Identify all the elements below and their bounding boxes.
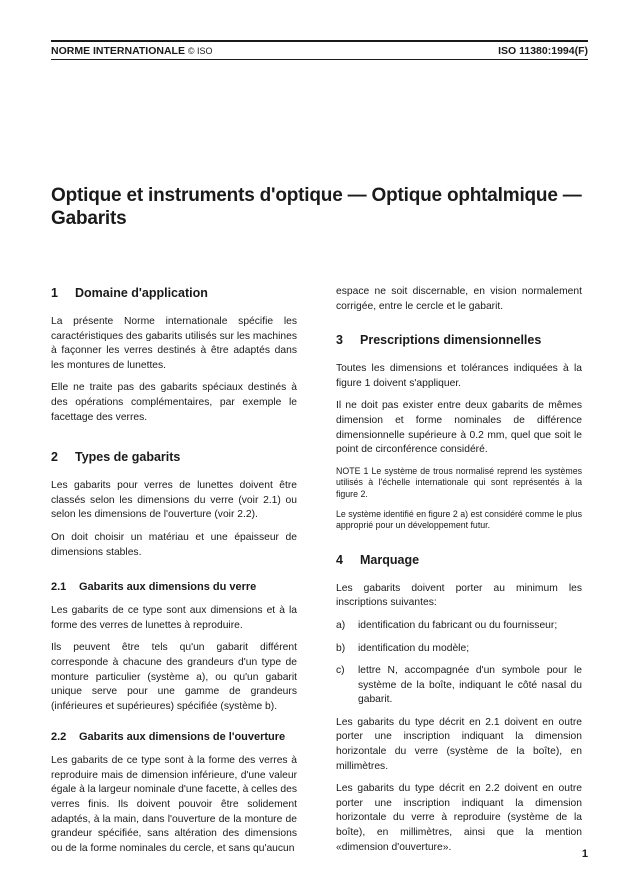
section-4-paragraph-3: Les gabarits du type décrit en 2.2 doivent en outre porter une inscription indiquant la dimension horizontale du verre à reproduire (système de la boîte), en millimètres, ainsi que la mention «dimension d'ouverture». [336, 783, 582, 853]
section-2-2-paragraph-1-continued: espace ne soit discernable, en vision normalement corrigée, entre le cercle et le gabarit. [336, 286, 582, 312]
section-3-paragraph-2: Il ne doit pas exister entre deux gabarits de mêmes dimension et forme nominales de différence dimensionnelle supérieure à 0.2 mm, quel que soit le point de circonférence considéré. [336, 400, 582, 456]
list-item: c) lettre N, accompagnée d'un symbole pour le système de la boîte, indiquant le côté nasal du gabarit. [336, 665, 582, 706]
section-2-1-paragraph-2: Ils peuvent être tels qu'un gabarit différent corresponde à chacune des grandeurs d'un type de monture particulier (système a), ou qu'un gabarit unique serve pour une gamme de grandeurs (inférieures et supérieures) spécifiée (système b). [51, 642, 297, 712]
section-4-paragraph-2: Les gabarits du type décrit en 2.1 doivent en outre porter une inscription indiquant la dimension horizontale du verre (système de la boîte), en millimètres. [336, 716, 582, 772]
marking-list [336, 619, 582, 708]
right-column [336, 285, 582, 863]
section-1-paragraph-1: La présente Norme internationale spécifie les caractéristiques des gabarits utilisés sur les machines à façonner les verres destinés à être adaptés dans les montures de lunettes. [51, 316, 297, 371]
page-title: Optique et instruments d'optique — Optique ophtalmique — Gabarits [51, 185, 582, 229]
section-4-paragraph-1: Les gabarits doivent porter au minimum les inscriptions suivantes: [336, 582, 582, 609]
section-2-paragraph-2: On doit choisir un matériau et une épaisseur de dimensions stables. [51, 531, 297, 558]
section-2-1-heading: 2.1 Gabarits aux dimensions du verre [51, 581, 257, 594]
page-header [51, 40, 588, 60]
section-3-heading: 3 Prescriptions dimensionnelles [336, 333, 542, 348]
section-3-note-1: NOTE 1 Le système de trous normalisé reprend les systèmes utilisés à l'échelle internationale qui sont représentés à la figure 2. [336, 465, 582, 499]
header-standard-number: ISO 11380:1994(F) [498, 44, 588, 57]
section-4-heading: 4 Marquage [336, 552, 420, 567]
section-2-2-paragraph-1: Les gabarits de ce type sont à la forme des verres à reproduire mais de dimension inférieure, d'une valeur égale à la largeur nominale d'une facette, à celles des verres finis. Ils doivent pouvoir être solidement adaptés, à la main, dans l'ouverture de la monture de grandeur spécifiée, sans altération des dimensions ou de la forme nominales du cercle, et sans qu'aucun [51, 755, 297, 854]
section-2-paragraph-1: Les gabarits pour verres de lunettes doivent être classés selon les dimensions du verre (voir 2.1) ou selon les dimensions de l'ouverture (voir 2.2). [51, 480, 297, 521]
section-2-1-paragraph-1: Les gabarits de ce type sont aux dimensions et à la forme des verres de lunettes à reproduire. [51, 605, 297, 631]
header-copyright: © ISO [187, 45, 213, 56]
section-3-note-2: Le système identifié en figure 2 a) est considéré comme le plus approprié pour un développement futur. [336, 508, 582, 531]
left-column [51, 285, 297, 864]
section-2-heading: 2 Types de gabarits [51, 450, 181, 465]
header-standard-label: NORME INTERNATIONALE © ISO [51, 44, 213, 57]
list-item: b) identification du modèle; [336, 642, 470, 654]
list-item: a) identification du fabricant ou du fournisseur; [336, 619, 558, 631]
section-2-2-heading: 2.2 Gabarits aux dimensions de l'ouverture [51, 731, 286, 744]
section-3-paragraph-1: Toutes les dimensions et tolérances indiquées à la figure 1 doivent s'appliquer. [336, 363, 582, 389]
section-1-heading: 1 Domaine d'application [51, 286, 208, 300]
section-1-paragraph-2: Elle ne traite pas des gabarits spéciaux destinés à des opérations complémentaires, par exemple le facettage des verres. [51, 382, 297, 423]
page-number: 1 [581, 848, 588, 860]
